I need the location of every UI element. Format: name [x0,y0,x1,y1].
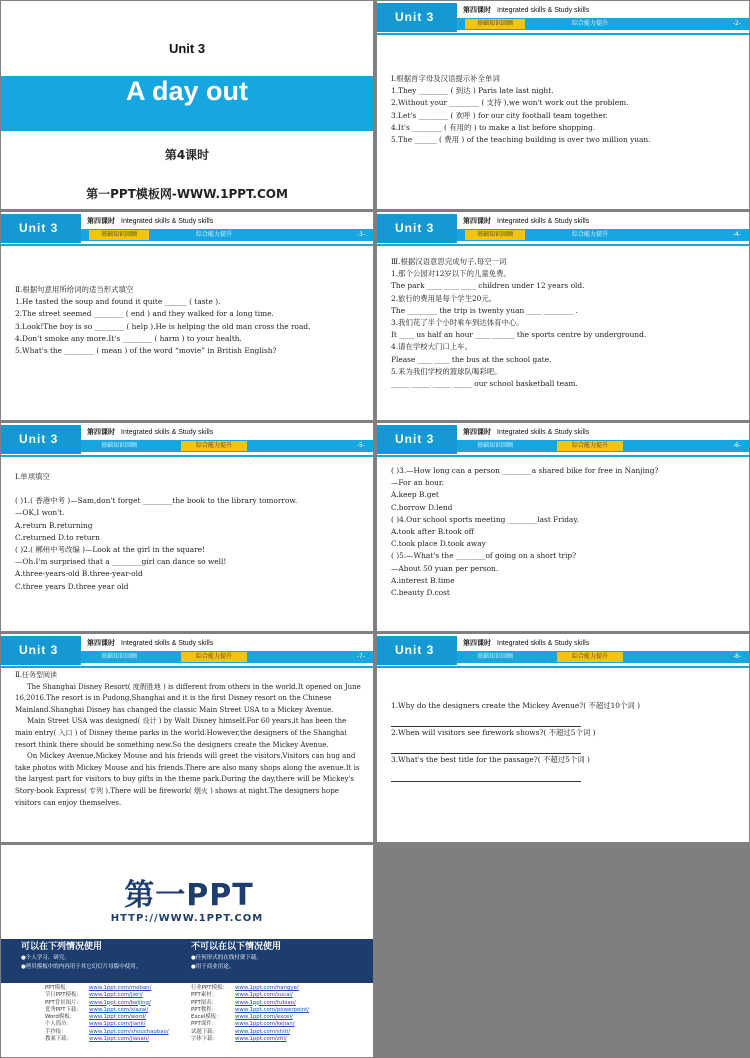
resource-link[interactable]: www.1ppt.com/shiti/ [235,1028,291,1035]
reading-paragraph: Main Street USA was designed( 设计 ) by Walt Disney himself.For 60 years,it has been the main entry( 入口 ) of Disney theme parks in the world.However,the designers of the Shanghai resort think there should be something new.So the designers create the Mickey Avenue. [15,717,347,749]
resource-link-label: 优秀PPT下载： [45,1006,82,1013]
exercise-line: ( )5.—What's the ________of going on a short trip? [391,551,577,561]
tab-basic[interactable]: 基础知识回顾 [100,442,137,449]
page-number: -4- [732,231,741,238]
resource-link-row [45,1000,169,1007]
slide-5 [1,423,373,631]
resource-link[interactable]: www.1ppt.com/shouchaobao/ [89,1028,169,1035]
site-url[interactable]: HTTP://WWW.1PPT.COM [110,913,264,924]
exercise-line: 5.What's the ________ ( mean ) of the word “movie” in British English? [15,346,277,356]
exercise-line: 3.Look!The boy is so ________ ( help ).He is helping the old man cross the road. [15,321,311,331]
resource-link-label: PPT模板： [45,985,71,991]
exercise-line: —OK,I won't. [15,508,65,518]
slide-6 [377,423,749,631]
exercise-line: 3.我们花了半个小时乘车到达体育中心。 [391,318,524,328]
exercise-line: 5.来为我们学校的篮球队喝彩吧。 [391,366,502,376]
exercise-line: 2.The street seemed ________ ( end ) and they walked for a long time. [15,309,274,319]
tab-improve[interactable]: 综合能力提升 [571,231,608,238]
slide-header [1,212,373,246]
section-heading: Ⅱ.根据句意用所给词的适当形式填空 [15,285,134,294]
exercise-line: C.took place D.took away [391,539,486,549]
resource-link[interactable]: www.1ppt.com/powerpoint/ [235,1006,310,1013]
answer-line[interactable] [391,718,581,727]
exercise-line: 2.旅行的费用是每个学生20元。 [391,293,497,303]
header-tabs [457,440,749,452]
resource-link[interactable]: www.1ppt.com/beijing/ [89,999,151,1006]
resource-link-row [45,1029,169,1036]
tab-basic[interactable]: 基础知识回顾 [465,19,525,29]
usage-terms [1,939,373,983]
resource-link-label: PPT课件： [191,1021,217,1028]
section-heading: Ⅱ.任务型阅读 [15,671,57,679]
exercise-line: —For an hour. [391,478,444,488]
resource-link-row [191,1000,309,1007]
question-body [391,700,641,782]
lesson-title: A day out [1,76,373,131]
exercise-line: 1.He tasted the soup and found it quite ______ ( taste ). [15,297,221,307]
resource-link-row [191,992,309,999]
resource-link-label: PPT教程： [191,1006,217,1013]
exercise-body [391,465,741,599]
slide-header [1,634,373,668]
lesson-number: 第4课时 [164,148,210,162]
resource-link-label: Word模板： [45,1014,76,1021]
page-number: -5- [356,442,365,449]
exercise-line: ( )3.—How long can a person ________a shared bike for free in Nanjing? [391,466,659,475]
exercise-line: 3.Let's ________ ( 欢呼 ) for our city football team together. [391,110,608,120]
ending-slide [1,845,373,1057]
resource-link[interactable]: www.1ppt.com/sucai/ [235,992,293,999]
exercise-line: A.three-years-old B.three-year-old [15,569,143,579]
unit-label: Unit 3 [168,41,206,56]
site-label: 第一PPT模板网-WWW.1PPT.COM [86,187,288,201]
logo-text: 第一PPT [124,878,254,913]
exercise-line: A.interest B.time [391,575,455,585]
exercise-line: ( )4.Our school sports meeting ________last Friday. [391,514,579,524]
resource-link-label: PPT背景图片： [45,999,82,1006]
tab-improve[interactable]: 综合能力提升 [195,231,232,238]
resource-link[interactable]: www.1ppt.com/jianli/ [89,1021,146,1028]
exercise-line: 1.They ________ ( 到达 ) Paris late last night. [391,86,554,96]
header-divider [377,666,749,668]
answer-line[interactable] [391,745,581,754]
page-number: -6- [732,442,741,449]
tab-improve[interactable]: 综合能力提升 [181,652,247,662]
resource-link-row [45,992,169,999]
answer-line[interactable] [391,773,581,782]
unit-badge: Unit 3 [377,214,457,243]
tab-basic[interactable]: 基础知识回顾 [100,653,137,660]
question-line: 3.What's the best title for the passage?( 不超过5个词 ) [391,755,590,765]
resource-link[interactable]: www.1ppt.com/moban/ [89,985,152,991]
resource-link[interactable]: www.1ppt.com/hangye/ [235,985,299,991]
unit-badge: Unit 3 [377,3,457,32]
header-title: 第四课时 Integrated skills & Study skills [87,639,214,647]
exercise-line: —Oh.I'm surprised that a ________girl can dance so well! [15,557,227,567]
unit-badge: Unit 3 [1,214,81,243]
resource-link-label: 字体下载： [191,1036,218,1043]
exercise-line: A.took after B.took off [391,527,474,537]
resource-link[interactable]: www.1ppt.com/ziti/ [235,1036,287,1043]
resource-link-label: 教案下载： [45,1036,72,1043]
header-title: 第四课时 Integrated skills & Study skills [463,217,590,225]
exercise-line: The park ____ ____ ____ children under 12 years old. [391,281,585,291]
resource-link[interactable]: www.1ppt.com/excel/ [235,1014,293,1021]
tab-basic[interactable]: 基础知识回顾 [465,230,525,240]
section-heading: Ⅲ.根据汉语意思完成句子,每空一词 [391,257,507,266]
tab-basic[interactable]: 基础知识回顾 [476,442,513,449]
slide-header [377,1,749,35]
unit-badge: Unit 3 [377,636,457,665]
header-title: 第四课时 Integrated skills & Study skills [463,6,590,14]
exercise-body [391,73,741,146]
section-heading: Ⅰ.根据首字母及汉语提示补全单词 [391,74,500,83]
header-divider [377,244,749,246]
exercise-line: C.returned D.to return [15,532,100,542]
header-divider [377,455,749,457]
resource-link[interactable]: www.1ppt.com/word/ [89,1014,146,1021]
page-number: -2- [732,20,741,27]
exercise-body [15,284,365,357]
question-line: 1.Why do the designers create the Mickey Avenue?( 不超过10个词 ) [391,701,641,710]
exercise-line: 4.It's ________ ( 有用的 ) to make a list before shopping. [391,122,596,132]
resource-link-label: 行业PPT模板： [191,985,228,991]
slide-header [377,212,749,246]
header-tabs [81,440,373,452]
exercise-line: ( )2.( 郴州中考改编 )—Look at the girl in the square! [15,545,206,555]
page-number: -8- [732,653,741,660]
header-title: 第四课时 Integrated skills & Study skills [87,428,214,436]
site-logo [97,878,281,913]
resource-link-row [191,1036,309,1043]
header-title: 第四课时 Integrated skills & Study skills [463,639,590,647]
resource-link-row [45,1036,169,1043]
exercise-body [15,471,365,593]
resource-link-label: 试题下载： [191,1028,218,1035]
slide-8 [377,634,749,842]
resource-link[interactable]: www.1ppt.com/jieri/ [89,992,143,999]
exercise-line: 2.Without your ________ ( 支持 ),we won't work out the problem. [391,98,629,108]
resource-link-row [45,1021,169,1028]
resource-link-label: PPT素材： [191,992,217,999]
resource-link-label: 个人简历： [45,1021,72,1028]
exercise-line: C.beauty D.cost [391,588,450,598]
tab-improve[interactable]: 综合能力提升 [571,20,608,27]
tab-basic[interactable]: 基础知识回顾 [476,653,513,660]
header-divider [1,455,373,457]
tab-basic[interactable]: 基础知识回顾 [89,230,149,240]
resource-link-label: Excel模板： [191,1014,222,1021]
links-right [191,985,309,1043]
resource-link[interactable]: www.1ppt.com/kejian/ [235,1021,295,1028]
exercise-line: C.three years D.three year old [15,581,129,591]
resource-link-label: 手抄报： [45,1028,67,1035]
resource-link[interactable]: www.1ppt.com/xiazai/ [89,1006,149,1013]
title-slide [1,1,373,209]
resource-link[interactable]: www.1ppt.com/jiaoan/ [89,1036,150,1043]
slide-7 [1,634,373,842]
exercise-line: A.keep B.get [391,490,439,500]
exercise-line: C.borrow D.lend [391,502,453,512]
tab-improve[interactable]: 综合能力提升 [557,441,623,451]
exercise-line: 5.The ______ ( 费用 ) of the teaching building is over two million yuan. [391,135,651,145]
exercise-line: 4.请在学校大门口上车。 [391,342,472,352]
slide-3 [1,212,373,420]
resource-link-row [191,1021,309,1028]
header-tabs [457,229,749,241]
header-divider [1,666,373,668]
reading-body [15,670,365,809]
slide-header [377,634,749,668]
header-tabs [81,651,373,663]
question-line: 2.When will visitors see firework shows?( 不超过5个词 ) [391,728,596,738]
header-title: 第四课时 Integrated skills & Study skills [463,428,590,436]
page-number: -3- [356,231,365,238]
tab-improve[interactable]: 综合能力提升 [557,652,623,662]
allowed-usage: 可以在下列情况使用 ●个人学习、研究。 ●拷贝模板中的内容用于其它幻灯片母版中使用。 [21,942,142,970]
exercise-body [391,256,741,390]
section-heading: Ⅰ.单项填空 [15,472,50,481]
forbidden-usage: 不可以在以下情况使用 ●任何形式的在线付费下载。 ●用于商业用途。 [191,942,282,970]
slide-header [1,423,373,457]
resource-link-label: 节日PPT模板： [45,992,82,999]
resource-link-label: PPT图表： [191,999,217,1006]
exercise-line: It ____ us half an hour ____ ______ the sports centre by underground. [391,330,647,340]
unit-badge: Unit 3 [1,636,81,665]
tab-improve[interactable]: 综合能力提升 [181,441,247,451]
links-left [45,985,169,1043]
slide-2 [377,1,749,209]
header-tabs [81,229,373,241]
header-divider [377,33,749,35]
reading-paragraph: On Mickey Avenue,Mickey Mouse and his friends will greet the visitors.Visitors can hug and take photos with Mickey Mouse and his friends.There are also many shops along the avenue.It is the largest part for visitors to buy gifts in the theme park.During the day,there will be Mickey's Story-book Express( 专列 ).There will be firework( 烟火 ) shows at night.The designers hope visitors can enjoy themselves. [15,752,360,807]
unit-badge: Unit 3 [377,425,457,454]
unit-badge: Unit 3 [1,425,81,454]
resource-link-row [191,1029,309,1036]
exercise-line: Please ____ ____ the bus at the school gate. [391,354,552,364]
header-divider [1,244,373,246]
header-tabs [457,18,749,30]
exercise-line: ( )1.( 香港中考 )—Sam,don't forget ________the book to the library tomorrow. [15,496,298,506]
resource-link[interactable]: www.1ppt.com/tubiao/ [235,999,296,1006]
exercise-line: 4.Don't smoke any more.It's ________ ( harm ) to your health. [15,333,242,343]
page-number: -7- [356,653,365,660]
exercise-line: —About 50 yuan per person. [391,563,499,573]
exercise-line: A.return B.returning [15,520,93,530]
reading-paragraph: The Shanghai Disney Resort( 度假胜地 ) is different from others in the world.It opened on June 16,2016.The resort is in Pudong,Shanghai and it is the first Disney resort on the Chinese Mainland.Shanghai Disney has changed the classic Main Street USA to a Mickey Avenue. [15,682,361,714]
exercise-line: The ________ the trip is twenty yuan ____ ________ . [391,305,578,315]
slide-header [377,423,749,457]
header-title: 第四课时 Integrated skills & Study skills [87,217,214,225]
exercise-line: _____ _____ _____ _____ our school basketball team. [391,379,578,389]
exercise-line: 1.那个公园对12岁以下的儿童免费。 [391,269,511,279]
header-tabs [457,651,749,663]
slide-4 [377,212,749,420]
